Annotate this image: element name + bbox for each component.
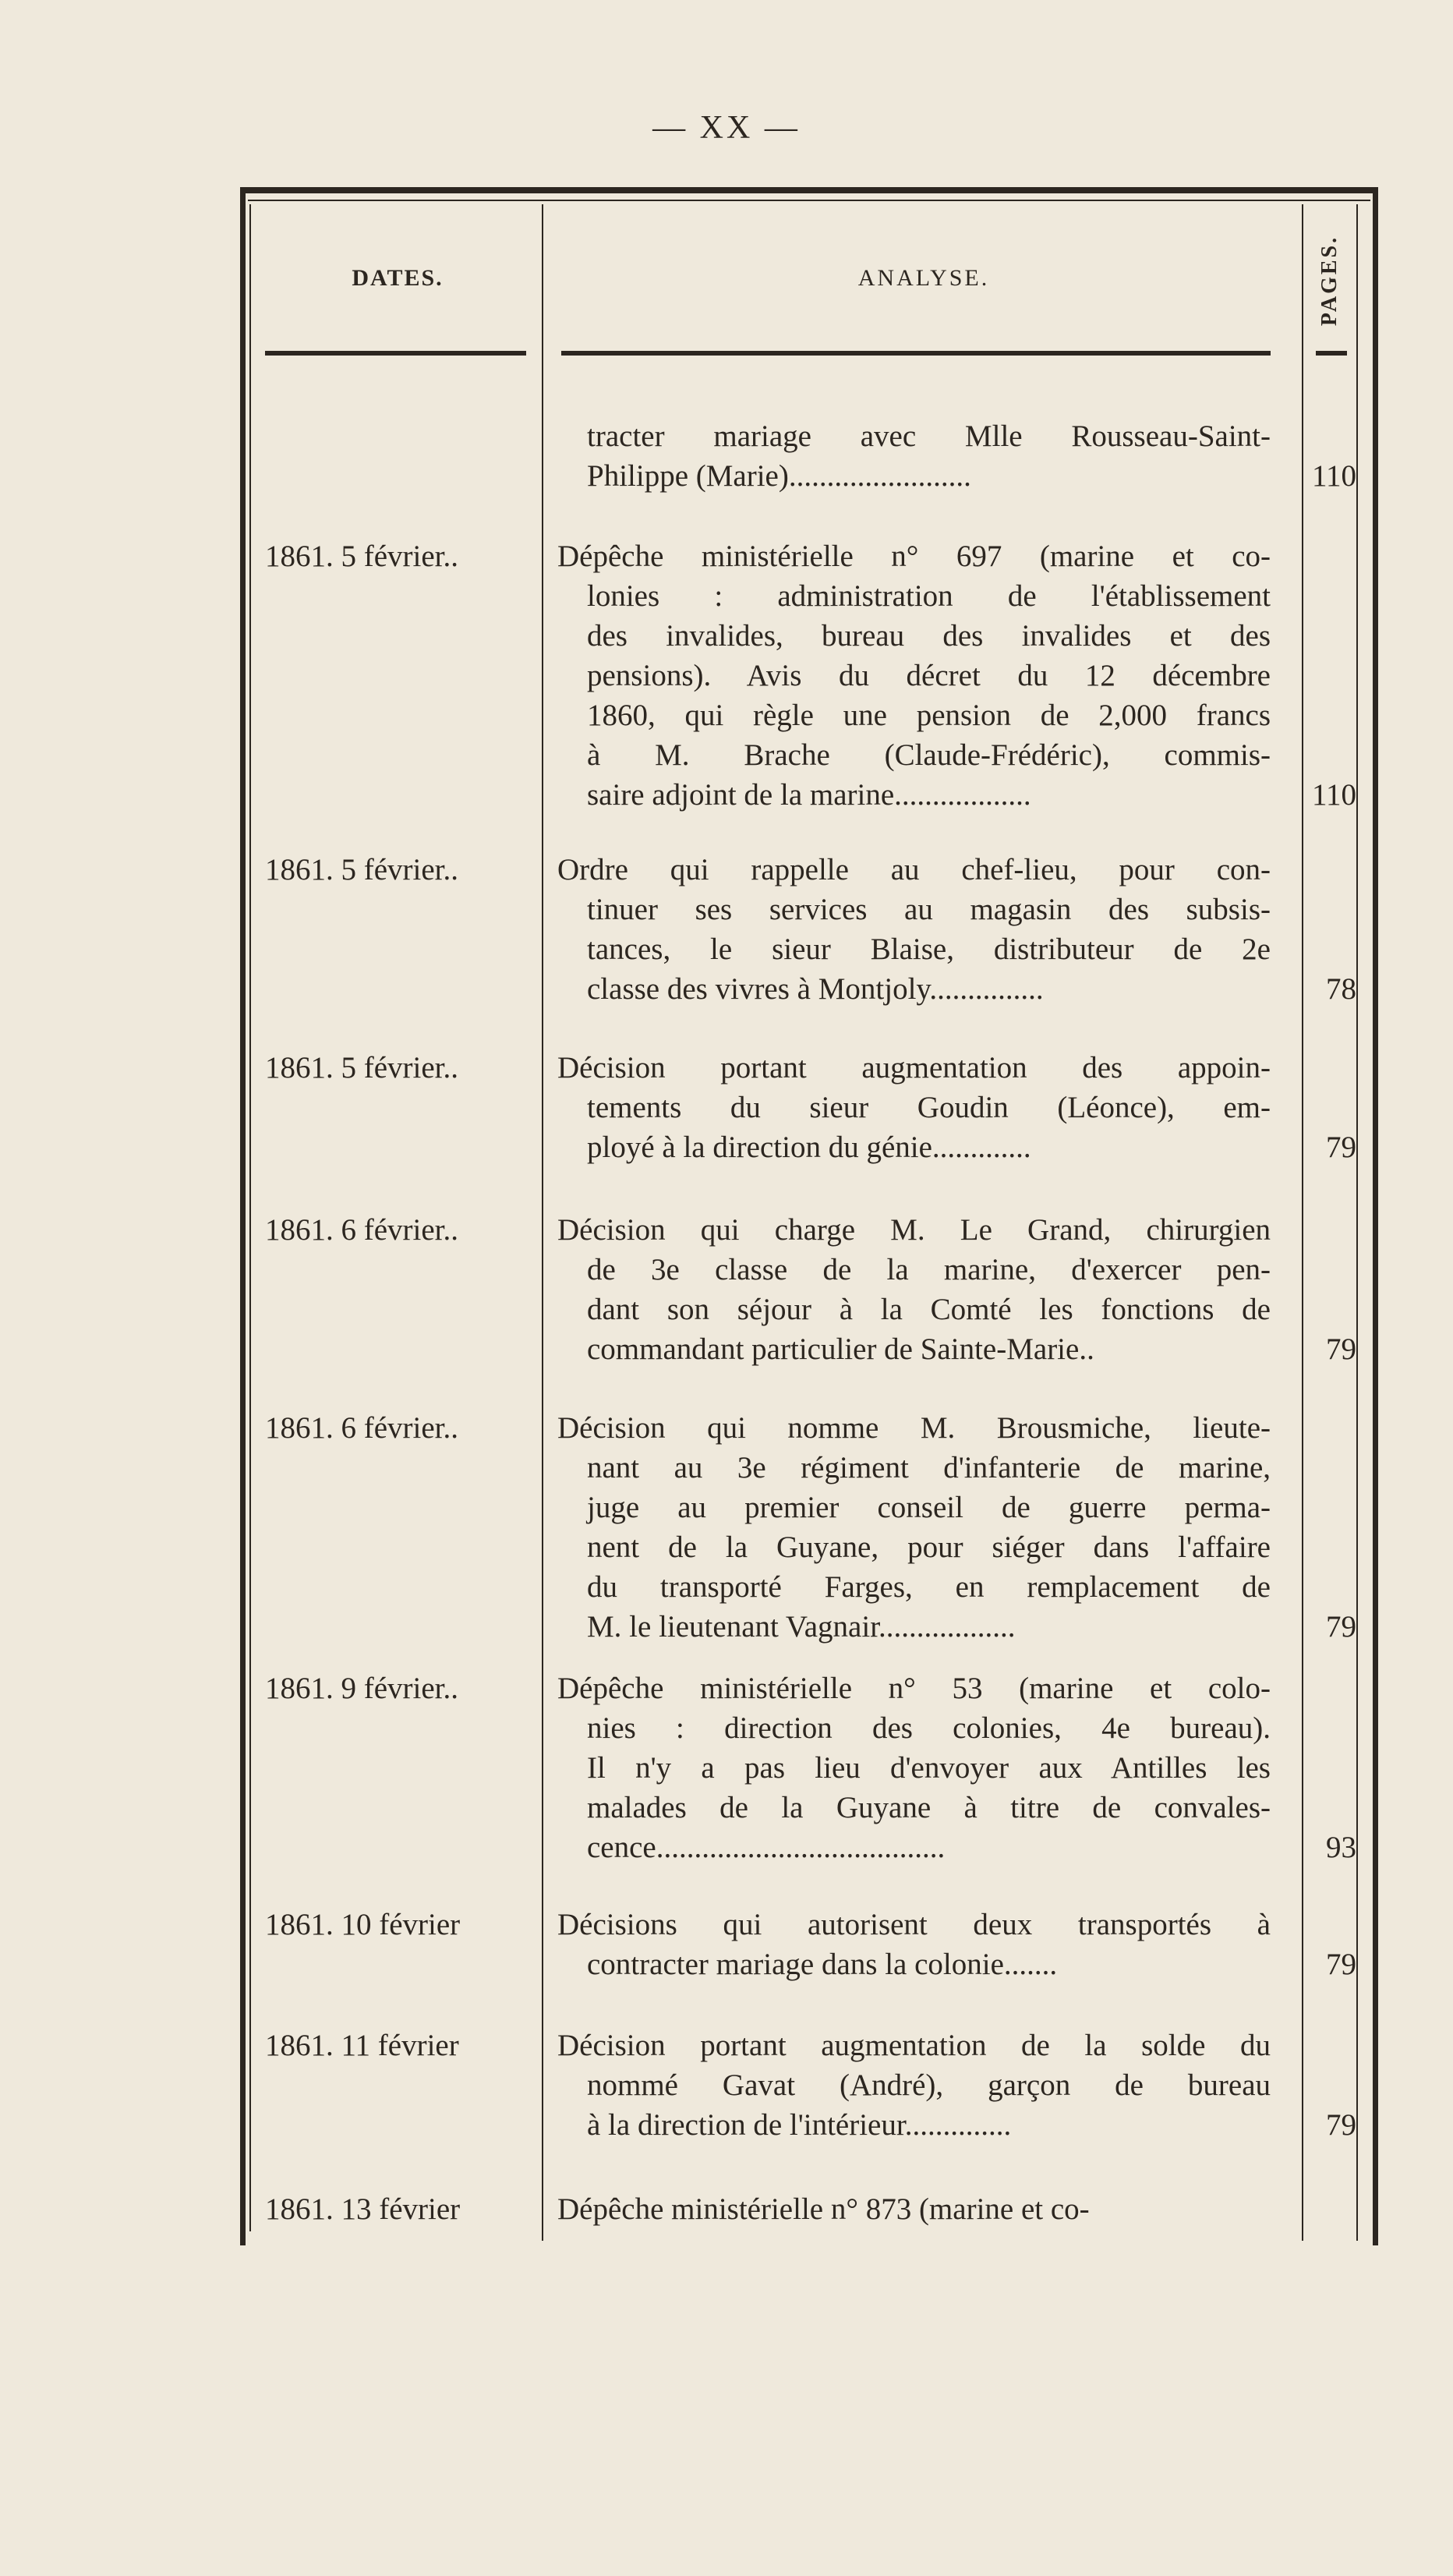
header-rule-dates — [265, 351, 526, 356]
entry-analysis — [557, 850, 1271, 1009]
entry-page: 79 — [1326, 1332, 1356, 1366]
entry-date: 1861. 9 février.. — [265, 1672, 459, 1705]
entry-date: 1861. 6 février.. — [265, 1213, 459, 1247]
entry-line: Décision portant augmentation des appoin- — [557, 1051, 1271, 1085]
entry-line: tements du sieur Goudin (Léonce), em- — [587, 1091, 1271, 1124]
entry-line: cence...................................... — [587, 1831, 946, 1864]
entry-line: des invalides, bureau des invalides et des — [587, 619, 1271, 653]
header-rule-analyse — [561, 351, 1271, 356]
entry-line: Dépêche ministérielle n° 873 (marine et co- — [557, 2192, 1090, 2226]
entry-line: ployé à la direction du génie............. — [587, 1131, 1031, 1164]
entry-page: 79 — [1326, 1948, 1356, 1981]
entry-page: 79 — [1326, 1131, 1356, 1164]
entry-line: du transporté Farges, en remplacement de — [587, 1570, 1271, 1604]
entry-date: 1861. 6 février.. — [265, 1411, 459, 1445]
entry-line: classe des vivres à Montjoly............... — [587, 972, 1044, 1006]
entry-line: Dépêche ministérielle n° 697 (marine et co- — [557, 540, 1271, 573]
entry-analysis — [557, 536, 1271, 815]
entry-page: 78 — [1326, 972, 1356, 1006]
entry-line: Ordre qui rappelle au chef-lieu, pour con- — [557, 853, 1271, 886]
entry-line: pensions). Avis du décret du 12 décembre — [587, 659, 1271, 692]
entry-analysis — [557, 416, 1271, 496]
entry-analysis — [557, 1048, 1271, 1167]
entry-analysis — [557, 1210, 1271, 1369]
entry-line: commandant particulier de Sainte-Marie.. — [587, 1332, 1094, 1366]
entry-line: Décision qui charge M. Le Grand, chirurgien — [557, 1213, 1271, 1247]
entry-line: à la direction de l'intérieur.............. — [587, 2108, 1012, 2142]
entry-analysis — [557, 1668, 1271, 1867]
page-number: — XX — — [652, 110, 801, 146]
entry-date: 1861. 5 février.. — [265, 853, 459, 886]
header-rule-pages — [1316, 351, 1347, 356]
entry-line: à M. Brache (Claude-Frédéric), commis- — [587, 738, 1271, 772]
table-inner-left-rule — [249, 204, 251, 2231]
entry-line: Décisions qui autorisent deux transportés à — [557, 1908, 1271, 1941]
entry-line: juge au premier conseil de guerre perma- — [587, 1491, 1271, 1524]
entry-line: 1860, qui règle une pension de 2,000 francs — [587, 699, 1271, 732]
entry-line: malades de la Guyane à titre de convales- — [587, 1791, 1271, 1824]
entry-line: tracter mariage avec Mlle Rousseau-Saint- — [587, 419, 1271, 453]
entry-analysis — [557, 2026, 1271, 2145]
entry-date: 1861. 10 février — [265, 1908, 461, 1941]
entry-date: 1861. 11 février — [265, 2029, 459, 2062]
entry-line: contracter mariage dans la colonie....... — [587, 1948, 1058, 1981]
entry-line: dant son séjour à la Comté les fonctions de — [587, 1293, 1271, 1326]
entry-analysis — [557, 1408, 1271, 1647]
entry-page: 93 — [1326, 1831, 1356, 1864]
entry-line: de 3e classe de la marine, d'exercer pen- — [587, 1253, 1271, 1286]
entry-line: saire adjoint de la marine.................. — [587, 778, 1031, 812]
entry-line: Philippe (Marie)........................ — [587, 459, 971, 493]
entry-line: nies : direction des colonies, 4e bureau). — [587, 1711, 1271, 1745]
entry-date: 1861. 5 février.. — [265, 540, 459, 573]
entry-page: 110 — [1311, 778, 1356, 812]
entry-line: Il n'y a pas lieu d'envoyer aux Antilles les — [587, 1751, 1271, 1785]
column-divider-pages — [1356, 204, 1358, 2241]
entry-line: M. le lieutenant Vagnair.................. — [587, 1610, 1016, 1644]
entry-line: nant au 3e régiment d'infanterie de marine, — [587, 1451, 1271, 1484]
header-pages: PAGES. — [1317, 235, 1342, 327]
entry-line: lonies : administration de l'établissement — [587, 579, 1271, 613]
entry-line: Décision qui nomme M. Brousmiche, lieute- — [557, 1411, 1271, 1445]
entry-page: 79 — [1326, 1610, 1356, 1644]
entry-page: 79 — [1326, 2108, 1356, 2142]
header-analyse: ANALYSE. — [857, 265, 990, 291]
entry-analysis — [557, 1905, 1271, 1984]
entry-line: nent de la Guyane, pour siéger dans l'affaire — [587, 1530, 1271, 1564]
entry-line: Décision portant augmentation de la solde du — [557, 2029, 1271, 2062]
column-divider-analyse — [1302, 204, 1303, 2241]
entry-date: 1861. 13 février — [265, 2192, 461, 2226]
entry-line: tinuer ses services au magasin des subsis- — [587, 893, 1271, 926]
entry-date: 1861. 5 février.. — [265, 1051, 459, 1085]
table-top-rule-thin — [248, 200, 1370, 201]
entry-line: tances, le sieur Blaise, distributeur de 2e — [587, 932, 1271, 966]
table-top-rule — [240, 187, 1378, 193]
entry-line: Dépêche ministérielle n° 53 (marine et colo- — [557, 1672, 1271, 1705]
entry-analysis — [557, 2189, 1271, 2229]
entry-line: nommé Gavat (André), garçon de bureau — [587, 2068, 1271, 2102]
column-divider-dates — [542, 204, 543, 2241]
header-dates: DATES. — [352, 265, 444, 291]
entry-page: 110 — [1311, 459, 1356, 493]
